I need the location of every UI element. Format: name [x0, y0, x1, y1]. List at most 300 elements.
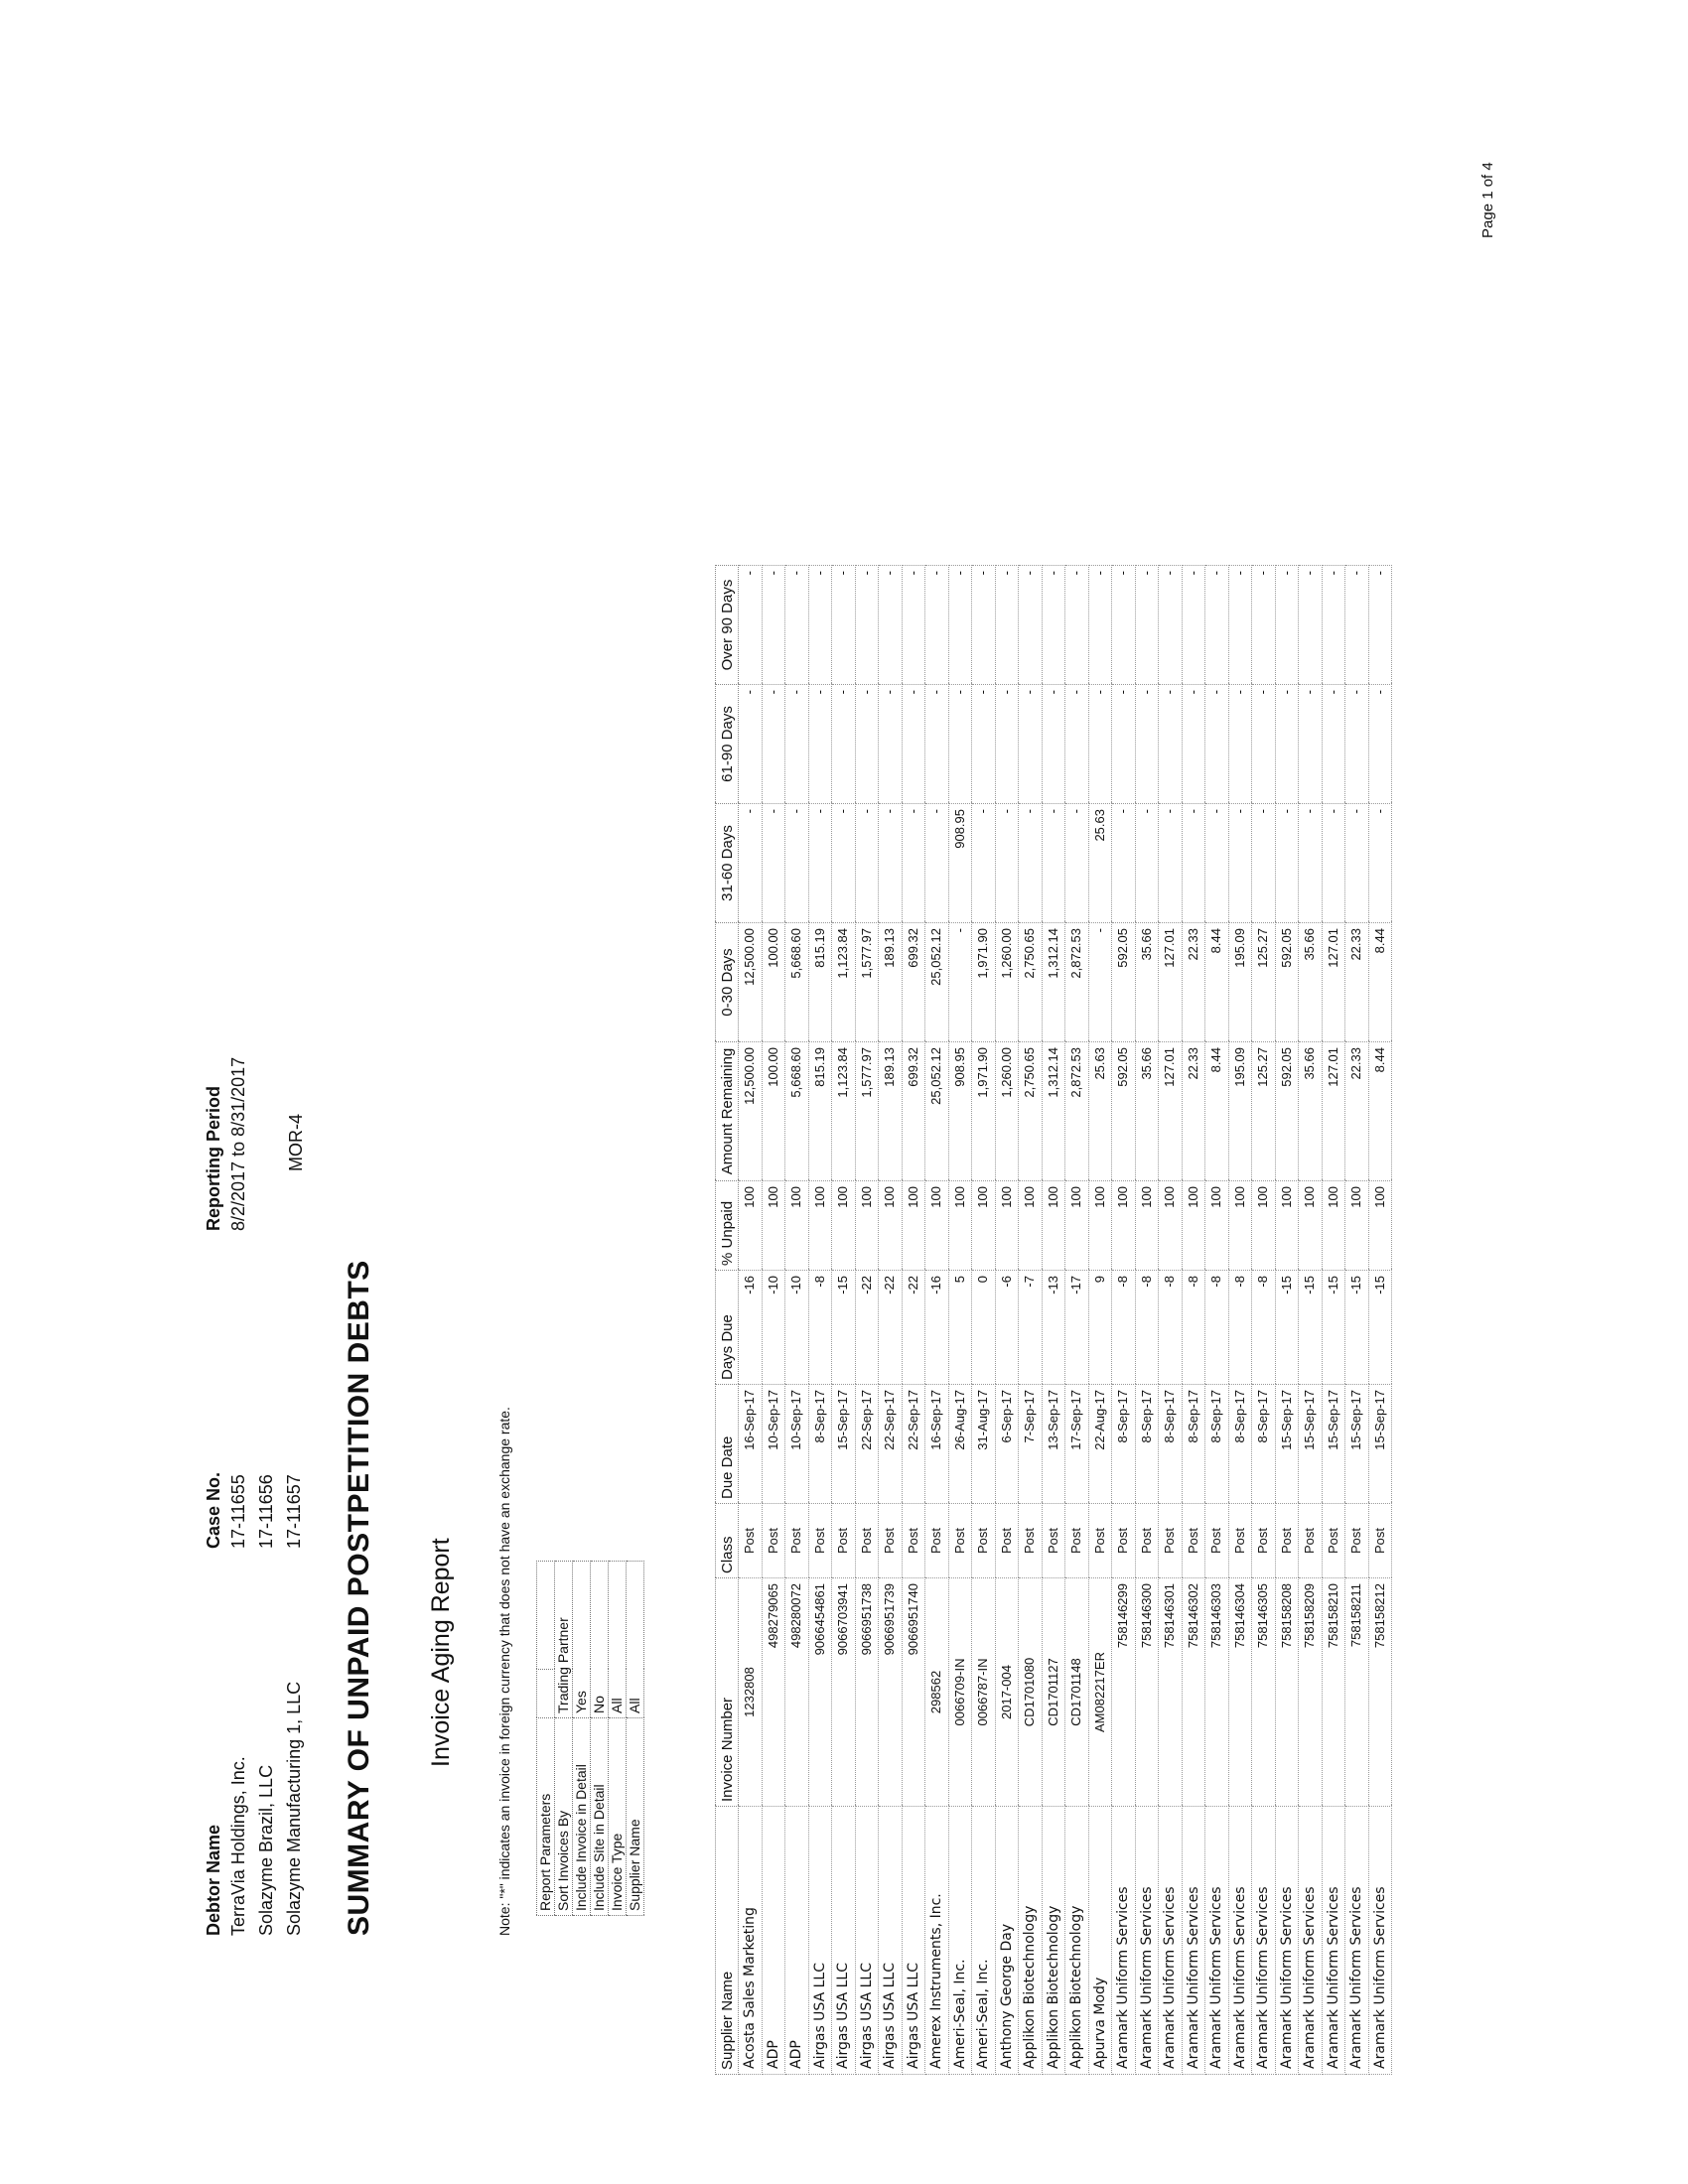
cell-bucket-over-90: - — [1368, 566, 1392, 685]
cell-bucket-31-60: - — [762, 804, 785, 923]
cell-days-due: 0 — [972, 1271, 996, 1385]
cell-bucket-61-90: - — [855, 685, 879, 804]
cell-bucket-over-90: - — [1299, 566, 1323, 685]
cell-due-date: 15-Sep-17 — [832, 1385, 856, 1504]
cell-days-due: -10 — [785, 1271, 809, 1385]
cell-amount-remaining: 5,668.60 — [785, 1042, 809, 1181]
cell-pct-unpaid: 100 — [995, 1181, 1019, 1271]
param-row — [573, 1562, 591, 1916]
table-row — [1135, 566, 1159, 2075]
param-row — [591, 1562, 609, 1916]
cell-due-date: 16-Sep-17 — [925, 1385, 949, 1504]
cell-supplier: Airgas USA LLC — [879, 1807, 903, 2075]
cell-invoice: CD1701148 — [1065, 1578, 1089, 1807]
cell-class: Post — [1275, 1504, 1299, 1578]
cell-invoice: 9066951739 — [879, 1578, 903, 1807]
cell-bucket-0-30: 35.66 — [1299, 923, 1323, 1042]
cell-bucket-61-90: - — [1159, 685, 1183, 804]
table-row — [1019, 566, 1043, 2075]
cell-due-date: 15-Sep-17 — [1275, 1385, 1299, 1504]
cell-bucket-31-60: - — [785, 804, 809, 923]
form-code: MOR-4 — [286, 1114, 306, 1171]
cell-bucket-61-90: - — [948, 685, 972, 804]
cell-invoice: 758146301 — [1159, 1578, 1183, 1807]
cell-due-date: 22-Sep-17 — [879, 1385, 903, 1504]
debtor-block — [204, 1682, 308, 1936]
cell-invoice: 9066703941 — [832, 1578, 856, 1807]
param-key: Sort Invoices By — [555, 1718, 573, 1916]
cell-invoice: 758146300 — [1135, 1578, 1159, 1807]
cell-bucket-over-90: - — [1322, 566, 1345, 685]
cell-pct-unpaid: 100 — [948, 1181, 972, 1271]
cell-amount-remaining: 22.33 — [1182, 1042, 1205, 1181]
cell-bucket-31-60: - — [972, 804, 996, 923]
table-row — [879, 566, 903, 2075]
cell-bucket-61-90: - — [1299, 685, 1323, 804]
cell-days-due: -16 — [739, 1271, 763, 1385]
column-header-due-date: Due Date — [716, 1385, 739, 1504]
cell-bucket-0-30: 5,668.60 — [785, 923, 809, 1042]
cell-bucket-31-60: 25.63 — [1088, 804, 1112, 923]
cell-bucket-0-30: 699.32 — [902, 923, 925, 1042]
param-key: Include Site in Detail — [591, 1718, 609, 1916]
cell-due-date: 31-Aug-17 — [972, 1385, 996, 1504]
cell-days-due: -16 — [925, 1271, 949, 1385]
cell-due-date: 10-Sep-17 — [762, 1385, 785, 1504]
table-row — [1275, 566, 1299, 2075]
cell-invoice: CD1701080 — [1019, 1578, 1043, 1807]
cell-due-date: 15-Sep-17 — [1299, 1385, 1323, 1504]
cell-amount-remaining: 2,872.53 — [1065, 1042, 1089, 1181]
table-row — [948, 566, 972, 2075]
table-row — [808, 566, 832, 2075]
cell-bucket-0-30: 127.01 — [1322, 923, 1345, 1042]
cell-bucket-61-90: - — [1228, 685, 1252, 804]
cell-invoice: 0066787-IN — [972, 1578, 996, 1807]
cell-supplier: Airgas USA LLC — [902, 1807, 925, 2075]
param-spacer — [537, 1562, 555, 1670]
cell-bucket-over-90: - — [1135, 566, 1159, 685]
case-number: 17-11657 — [284, 1474, 304, 1549]
cell-days-due: -8 — [1135, 1271, 1159, 1385]
cell-bucket-61-90: - — [995, 685, 1019, 804]
cell-invoice: 498280072 — [785, 1578, 809, 1807]
cell-bucket-0-30: 592.05 — [1275, 923, 1299, 1042]
cell-amount-remaining: 1,971.90 — [972, 1042, 996, 1181]
table-row — [1042, 566, 1065, 2075]
cell-supplier: Acosta Sales Marketing — [739, 1807, 763, 2075]
cell-supplier: Anthony George Day — [995, 1807, 1019, 2075]
cell-pct-unpaid: 100 — [855, 1181, 879, 1271]
cell-pct-unpaid: 100 — [1112, 1181, 1136, 1271]
cell-bucket-61-90: - — [925, 685, 949, 804]
cell-days-due: -7 — [1019, 1271, 1043, 1385]
cell-supplier: Aramark Uniform Services — [1252, 1807, 1276, 2075]
cell-days-due: -22 — [855, 1271, 879, 1385]
cell-supplier: Aramark Uniform Services — [1322, 1807, 1345, 2075]
column-header-invoice: Invoice Number — [716, 1578, 739, 1807]
cell-invoice: 758146299 — [1112, 1578, 1136, 1807]
cell-invoice: 758146304 — [1228, 1578, 1252, 1807]
cell-bucket-31-60: - — [902, 804, 925, 923]
cell-bucket-over-90: - — [1205, 566, 1229, 685]
cell-bucket-31-60: - — [1228, 804, 1252, 923]
param-key: Invoice Type — [609, 1718, 627, 1916]
cell-supplier: Airgas USA LLC — [855, 1807, 879, 2075]
param-value: All — [609, 1562, 627, 1718]
cell-bucket-31-60: - — [1019, 804, 1043, 923]
cell-bucket-61-90: - — [832, 685, 856, 804]
cell-bucket-61-90: - — [1019, 685, 1043, 804]
cell-invoice: 758158212 — [1368, 1578, 1392, 1807]
cell-bucket-61-90: - — [785, 685, 809, 804]
cell-due-date: 8-Sep-17 — [1135, 1385, 1159, 1504]
param-heading-row — [537, 1562, 555, 1916]
case-label: Case No. — [204, 1471, 223, 1549]
column-header-pct-unpaid: % Unpaid — [716, 1181, 739, 1271]
cell-bucket-0-30: 189.13 — [879, 923, 903, 1042]
cell-amount-remaining: 25,052.12 — [925, 1042, 949, 1181]
cell-pct-unpaid: 100 — [1042, 1181, 1065, 1271]
cell-bucket-0-30: - — [1088, 923, 1112, 1042]
cell-bucket-31-60: - — [832, 804, 856, 923]
cell-supplier: Aramark Uniform Services — [1228, 1807, 1252, 2075]
report-parameters — [536, 1561, 644, 1916]
cell-bucket-31-60: - — [1345, 804, 1369, 923]
cell-bucket-31-60: - — [1205, 804, 1229, 923]
cell-bucket-61-90: - — [1205, 685, 1229, 804]
table-row — [1299, 566, 1323, 2075]
cell-days-due: -15 — [1345, 1271, 1369, 1385]
cell-class: Post — [739, 1504, 763, 1578]
cell-bucket-over-90: - — [1228, 566, 1252, 685]
cell-bucket-0-30: 35.66 — [1135, 923, 1159, 1042]
cell-pct-unpaid: 100 — [1345, 1181, 1369, 1271]
cell-days-due: -8 — [1112, 1271, 1136, 1385]
cell-due-date: 10-Sep-17 — [785, 1385, 809, 1504]
cell-bucket-31-60: - — [925, 804, 949, 923]
cell-amount-remaining: 699.32 — [902, 1042, 925, 1181]
param-heading: Report Parameters — [537, 1718, 555, 1916]
cell-bucket-0-30: 12,500.00 — [739, 923, 763, 1042]
case-block — [204, 1472, 308, 1549]
cell-pct-unpaid: 100 — [972, 1181, 996, 1271]
cell-invoice: 0066709-IN — [948, 1578, 972, 1807]
cell-supplier: Aramark Uniform Services — [1205, 1807, 1229, 2075]
table-row — [902, 566, 925, 2075]
cell-bucket-0-30: 1,123.84 — [832, 923, 856, 1042]
cell-bucket-over-90: - — [785, 566, 809, 685]
cell-bucket-0-30: 125.27 — [1252, 923, 1276, 1042]
cell-bucket-31-60: 908.95 — [948, 804, 972, 923]
cell-supplier: Aramark Uniform Services — [1299, 1807, 1323, 2075]
cell-bucket-0-30: 815.19 — [808, 923, 832, 1042]
cell-due-date: 26-Aug-17 — [948, 1385, 972, 1504]
cell-class: Post — [995, 1504, 1019, 1578]
table-row — [739, 566, 763, 2075]
column-header-class: Class — [716, 1504, 739, 1578]
cell-supplier: Aramark Uniform Services — [1368, 1807, 1392, 2075]
table-row — [1205, 566, 1229, 2075]
cell-bucket-over-90: - — [1088, 566, 1112, 685]
cell-bucket-61-90: - — [808, 685, 832, 804]
report-subtitle: Invoice Aging Report — [427, 1538, 455, 1767]
cell-supplier: Aramark Uniform Services — [1159, 1807, 1183, 2075]
cell-bucket-0-30: 22.33 — [1182, 923, 1205, 1042]
cell-bucket-0-30: 22.33 — [1345, 923, 1369, 1042]
cell-invoice: 758158211 — [1345, 1578, 1369, 1807]
cell-bucket-61-90: - — [1112, 685, 1136, 804]
cell-amount-remaining: 592.05 — [1112, 1042, 1136, 1181]
cell-supplier: Amerex Instruments, Inc. — [925, 1807, 949, 2075]
cell-supplier: Aramark Uniform Services — [1345, 1807, 1369, 2075]
cell-bucket-31-60: - — [1182, 804, 1205, 923]
cell-pct-unpaid: 100 — [808, 1181, 832, 1271]
cell-due-date: 8-Sep-17 — [1182, 1385, 1205, 1504]
table-row — [762, 566, 785, 2075]
table-row — [1088, 566, 1112, 2075]
cell-pct-unpaid: 100 — [1368, 1181, 1392, 1271]
cell-supplier: Applikon Biotechnology — [1019, 1807, 1043, 2075]
cell-due-date: 15-Sep-17 — [1368, 1385, 1392, 1504]
cell-due-date: 22-Sep-17 — [855, 1385, 879, 1504]
cell-bucket-31-60: - — [879, 804, 903, 923]
cell-bucket-31-60: - — [1065, 804, 1089, 923]
cell-class: Post — [1159, 1504, 1183, 1578]
cell-days-due: -22 — [902, 1271, 925, 1385]
cell-days-due: 5 — [948, 1271, 972, 1385]
debtor-name: TerraVia Holdings, Inc. — [228, 1756, 248, 1936]
cell-bucket-over-90: - — [995, 566, 1019, 685]
cell-pct-unpaid: 100 — [762, 1181, 785, 1271]
cell-class: Post — [925, 1504, 949, 1578]
cell-supplier: Airgas USA LLC — [832, 1807, 856, 2075]
cell-bucket-31-60: - — [855, 804, 879, 923]
cell-bucket-31-60: - — [1042, 804, 1065, 923]
cell-due-date: 7-Sep-17 — [1019, 1385, 1043, 1504]
case-number: 17-11656 — [256, 1474, 276, 1549]
cell-pct-unpaid: 100 — [1205, 1181, 1229, 1271]
cell-bucket-over-90: - — [879, 566, 903, 685]
aging-table — [715, 565, 1392, 2075]
cell-bucket-0-30: 1,312.14 — [1042, 923, 1065, 1042]
cell-invoice: 9066951740 — [902, 1578, 925, 1807]
cell-bucket-0-30: 2,872.53 — [1065, 923, 1089, 1042]
cell-bucket-0-30: 25,052.12 — [925, 923, 949, 1042]
cell-bucket-0-30: 1,971.90 — [972, 923, 996, 1042]
cell-bucket-0-30: 1,577.97 — [855, 923, 879, 1042]
table-row — [1112, 566, 1136, 2075]
cell-due-date: 22-Sep-17 — [902, 1385, 925, 1504]
debtor-name: Solazyme Brazil, LLC — [256, 1764, 276, 1936]
param-value: No — [591, 1562, 609, 1718]
cell-bucket-61-90: - — [1088, 685, 1112, 804]
cell-amount-remaining: 189.13 — [879, 1042, 903, 1181]
cell-bucket-31-60: - — [1322, 804, 1345, 923]
cell-bucket-over-90: - — [739, 566, 763, 685]
table-row — [855, 566, 879, 2075]
cell-due-date: 8-Sep-17 — [1252, 1385, 1276, 1504]
cell-amount-remaining: 815.19 — [808, 1042, 832, 1181]
table-row — [832, 566, 856, 2075]
cell-bucket-0-30: 592.05 — [1112, 923, 1136, 1042]
param-row — [627, 1562, 644, 1916]
cell-bucket-61-90: - — [1275, 685, 1299, 804]
cell-due-date: 13-Sep-17 — [1042, 1385, 1065, 1504]
cell-supplier: Applikon Biotechnology — [1042, 1807, 1065, 2075]
cell-bucket-61-90: - — [879, 685, 903, 804]
param-key: Supplier Name — [627, 1718, 644, 1916]
cell-days-due: -8 — [1182, 1271, 1205, 1385]
cell-days-due: -15 — [1275, 1271, 1299, 1385]
table-header-row — [716, 566, 739, 2075]
cell-amount-remaining: 127.01 — [1322, 1042, 1345, 1181]
cell-bucket-61-90: - — [1135, 685, 1159, 804]
debtor-name: Solazyme Manufacturing 1, LLC — [284, 1681, 304, 1936]
column-header-amount-remaining: Amount Remaining — [716, 1042, 739, 1181]
cell-amount-remaining: 35.66 — [1299, 1042, 1323, 1181]
cell-pct-unpaid: 100 — [832, 1181, 856, 1271]
cell-days-due: -17 — [1065, 1271, 1089, 1385]
cell-days-due: -6 — [995, 1271, 1019, 1385]
cell-bucket-31-60: - — [1252, 804, 1276, 923]
param-value: Yes — [573, 1562, 591, 1718]
cell-class: Post — [1065, 1504, 1089, 1578]
cell-amount-remaining: 8.44 — [1368, 1042, 1392, 1181]
column-header-bucket-31-60: 31-60 Days — [716, 804, 739, 923]
cell-due-date: 8-Sep-17 — [808, 1385, 832, 1504]
cell-amount-remaining: 195.09 — [1228, 1042, 1252, 1181]
cell-due-date: 15-Sep-17 — [1322, 1385, 1345, 1504]
cell-amount-remaining: 25.63 — [1088, 1042, 1112, 1181]
cell-bucket-31-60: - — [1135, 804, 1159, 923]
cell-days-due: -8 — [1205, 1271, 1229, 1385]
cell-invoice: 758158209 — [1299, 1578, 1323, 1807]
cell-class: Post — [855, 1504, 879, 1578]
cell-bucket-61-90: - — [1368, 685, 1392, 804]
cell-bucket-over-90: - — [1275, 566, 1299, 685]
cell-bucket-over-90: - — [1159, 566, 1183, 685]
param-value: All — [627, 1562, 644, 1718]
cell-supplier: Aramark Uniform Services — [1135, 1807, 1159, 2075]
cell-due-date: 8-Sep-17 — [1159, 1385, 1183, 1504]
cell-supplier: Ameri-Seal, Inc. — [948, 1807, 972, 2075]
cell-supplier: Ameri-Seal, Inc. — [972, 1807, 996, 2075]
table-row — [1228, 566, 1252, 2075]
table-body — [739, 566, 1392, 2075]
cell-amount-remaining: 22.33 — [1345, 1042, 1369, 1181]
cell-bucket-61-90: - — [1182, 685, 1205, 804]
cell-bucket-31-60: - — [1112, 804, 1136, 923]
column-header-bucket-over-90: Over 90 Days — [716, 566, 739, 685]
cell-bucket-31-60: - — [995, 804, 1019, 923]
cell-supplier: Airgas USA LLC — [808, 1807, 832, 2075]
cell-bucket-over-90: - — [1019, 566, 1043, 685]
cell-bucket-over-90: - — [1065, 566, 1089, 685]
cell-amount-remaining: 35.66 — [1135, 1042, 1159, 1181]
cell-days-due: -8 — [1159, 1271, 1183, 1385]
cell-invoice: 758158208 — [1275, 1578, 1299, 1807]
column-header-days-due: Days Due — [716, 1271, 739, 1385]
cell-bucket-over-90: - — [1042, 566, 1065, 685]
cell-amount-remaining: 1,260.00 — [995, 1042, 1019, 1181]
cell-bucket-over-90: - — [1112, 566, 1136, 685]
cell-bucket-over-90: - — [925, 566, 949, 685]
cell-pct-unpaid: 100 — [1135, 1181, 1159, 1271]
cell-supplier: Aramark Uniform Services — [1275, 1807, 1299, 2075]
cell-bucket-0-30: 127.01 — [1159, 923, 1183, 1042]
cell-bucket-0-30: 100.00 — [762, 923, 785, 1042]
table-row — [1252, 566, 1276, 2075]
table-row — [785, 566, 809, 2075]
cell-class: Post — [1205, 1504, 1229, 1578]
cell-pct-unpaid: 100 — [1228, 1181, 1252, 1271]
currency-note: Note: "*" indicates an invoice in foreign currency that does not have an exchange rate. — [496, 1407, 512, 1936]
cell-class: Post — [948, 1504, 972, 1578]
cell-class: Post — [1182, 1504, 1205, 1578]
cell-bucket-over-90: - — [1345, 566, 1369, 685]
cell-invoice: 2017-004 — [995, 1578, 1019, 1807]
cell-days-due: -8 — [1252, 1271, 1276, 1385]
cell-class: Post — [1112, 1504, 1136, 1578]
cell-class: Post — [1252, 1504, 1276, 1578]
period-value: 8/2/2017 to 8/31/2017 — [228, 1056, 248, 1231]
cell-supplier: Applikon Biotechnology — [1065, 1807, 1089, 2075]
cell-bucket-61-90: - — [1322, 685, 1345, 804]
cell-amount-remaining: 12,500.00 — [739, 1042, 763, 1181]
cell-bucket-61-90: - — [1345, 685, 1369, 804]
cell-amount-remaining: 1,312.14 — [1042, 1042, 1065, 1181]
cell-invoice: AM082217ER — [1088, 1578, 1112, 1807]
cell-pct-unpaid: 100 — [902, 1181, 925, 1271]
table-row — [1065, 566, 1089, 2075]
cell-days-due: -8 — [808, 1271, 832, 1385]
cell-amount-remaining: 2,750.65 — [1019, 1042, 1043, 1181]
cell-days-due: -8 — [1228, 1271, 1252, 1385]
cell-pct-unpaid: 100 — [1252, 1181, 1276, 1271]
cell-invoice: 498279065 — [762, 1578, 785, 1807]
cell-due-date: 15-Sep-17 — [1345, 1385, 1369, 1504]
case-number: 17-11655 — [228, 1474, 248, 1549]
param-spacer — [537, 1670, 555, 1718]
cell-invoice: CD1701127 — [1042, 1578, 1065, 1807]
cell-pct-unpaid: 100 — [739, 1181, 763, 1271]
cell-bucket-61-90: - — [1252, 685, 1276, 804]
cell-class: Post — [1345, 1504, 1369, 1578]
cell-bucket-over-90: - — [762, 566, 785, 685]
cell-pct-unpaid: 100 — [879, 1181, 903, 1271]
table-row — [925, 566, 949, 2075]
cell-pct-unpaid: 100 — [1322, 1181, 1345, 1271]
page-number: Page 1 of 4 — [1479, 162, 1496, 238]
table-row — [1322, 566, 1345, 2075]
table-row — [995, 566, 1019, 2075]
cell-amount-remaining: 127.01 — [1159, 1042, 1183, 1181]
table-row — [1345, 566, 1369, 2075]
cell-days-due: -15 — [832, 1271, 856, 1385]
cell-supplier: Aramark Uniform Services — [1182, 1807, 1205, 2075]
column-header-bucket-61-90: 61-90 Days — [716, 685, 739, 804]
cell-bucket-over-90: - — [832, 566, 856, 685]
cell-supplier: Apurva Mody — [1088, 1807, 1112, 2075]
cell-bucket-61-90: - — [1042, 685, 1065, 804]
cell-bucket-over-90: - — [902, 566, 925, 685]
column-header-supplier: Supplier Name — [716, 1807, 739, 2075]
cell-class: Post — [1019, 1504, 1043, 1578]
cell-bucket-over-90: - — [1182, 566, 1205, 685]
cell-invoice: 9066951738 — [855, 1578, 879, 1807]
cell-bucket-61-90: - — [739, 685, 763, 804]
